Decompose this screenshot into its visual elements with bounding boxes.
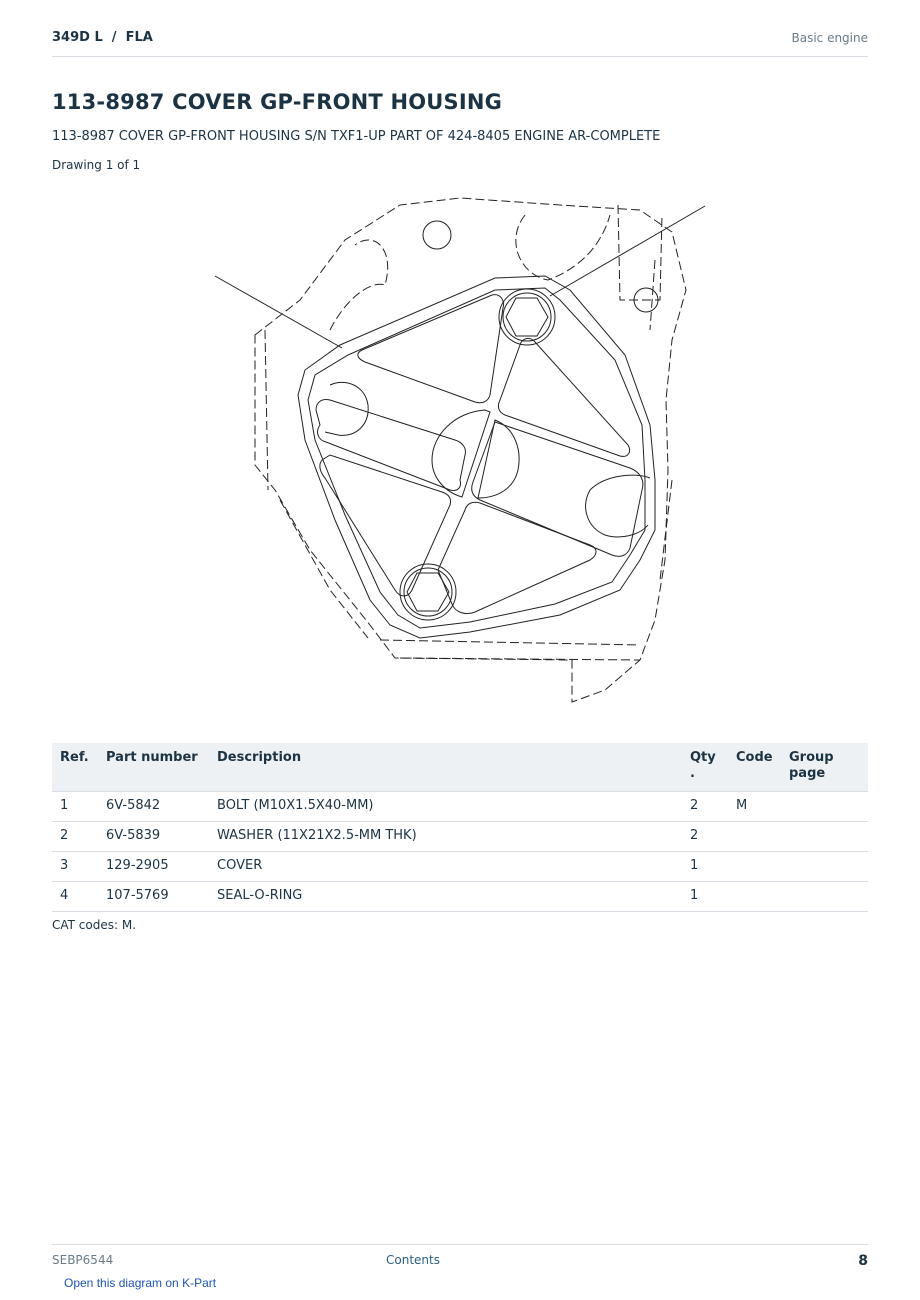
cell-part-number: 6V-5839 — [98, 822, 209, 852]
header-group-line2: page — [789, 766, 826, 781]
header-group-line1: Group — [789, 750, 834, 765]
leader-line — [550, 206, 705, 296]
page-footer — [52, 1244, 868, 1275]
header-qty-line2: . — [690, 766, 695, 781]
header-group-page — [781, 743, 868, 792]
bottom-dashed — [380, 640, 640, 660]
cell-part-number: 6V-5842 — [98, 792, 209, 822]
model-label: 349D L / FLA — [52, 30, 153, 45]
parts-diagram — [200, 190, 720, 710]
cell-qty: 2 — [682, 822, 728, 852]
table-header-row — [52, 743, 868, 792]
cell-qty: 1 — [682, 882, 728, 912]
left-cutout — [325, 382, 368, 435]
cell-qty: 2 — [682, 792, 728, 822]
cell-code: M — [728, 792, 781, 822]
inner-dashed-edge — [265, 330, 368, 638]
table-row — [52, 792, 868, 822]
cell-group-page — [781, 792, 868, 822]
cell-group-page — [781, 882, 868, 912]
table-row — [52, 882, 868, 912]
page-subtitle: 113-8987 COVER GP-FRONT HOUSING S/N TXF1-UP PART OF 424-8405 ENGINE AR-COMPLETE — [52, 129, 661, 144]
drawing-count: Drawing 1 of 1 — [52, 158, 141, 172]
header-ref: Ref. — [52, 743, 98, 792]
bolt-washer — [400, 564, 456, 620]
cell-description: BOLT (M10X1.5X40-MM) — [209, 792, 682, 822]
table-row — [52, 822, 868, 852]
cell-part-number: 107-5769 — [98, 882, 209, 912]
cat-codes-note: CAT codes: M. — [52, 918, 137, 932]
cell-code — [728, 822, 781, 852]
parts-table — [52, 743, 868, 912]
center-boss-right — [478, 420, 519, 498]
cell-code — [728, 882, 781, 912]
cover-inner-outline — [308, 288, 645, 628]
right-vertical-dashed — [650, 260, 672, 580]
cell-ref: 3 — [52, 852, 98, 882]
header-code: Code — [728, 743, 781, 792]
contents-link[interactable]: Contents — [386, 1253, 440, 1267]
right-cutout — [586, 475, 650, 537]
header-description: Description — [209, 743, 682, 792]
cell-group-page — [781, 852, 868, 882]
cell-part-number: 129-2905 — [98, 852, 209, 882]
pocket-lower-left — [320, 455, 451, 596]
page-title: 113-8987 COVER GP-FRONT HOUSING — [52, 90, 503, 114]
bolt-washer-inner — [503, 293, 551, 341]
cell-ref: 2 — [52, 822, 98, 852]
header-qty — [682, 743, 728, 792]
bolt-head — [407, 573, 449, 611]
cell-description: SEAL-O-RING — [209, 882, 682, 912]
page-header — [52, 28, 868, 57]
bolt-head — [506, 298, 548, 336]
cell-ref: 4 — [52, 882, 98, 912]
pocket-right — [472, 422, 643, 556]
upper-right-arc — [516, 215, 610, 280]
leader-line — [215, 276, 342, 348]
table-row — [52, 852, 868, 882]
housing-outline — [255, 198, 686, 702]
cell-code — [728, 852, 781, 882]
header-qty-line1: Qty — [690, 750, 716, 765]
cell-description: WASHER (11X21X2.5-MM THK) — [209, 822, 682, 852]
cover-outline — [298, 276, 655, 638]
bolt-washer — [499, 289, 555, 345]
pocket-upper-left — [358, 295, 504, 403]
document-id: SEBP6544 — [52, 1253, 114, 1267]
page-number: 8 — [858, 1253, 868, 1269]
upper-left-lobe — [330, 240, 388, 330]
cell-qty: 1 — [682, 852, 728, 882]
section-label: Basic engine — [791, 31, 868, 45]
cell-ref: 1 — [52, 792, 98, 822]
cell-group-page — [781, 822, 868, 852]
pocket-left — [316, 399, 465, 490]
pocket-upper-right — [498, 338, 629, 456]
cell-description: COVER — [209, 852, 682, 882]
header-part-number: Part number — [98, 743, 209, 792]
kpart-diagram-link[interactable]: Open this diagram on K-Part — [64, 1276, 217, 1290]
housing-hole — [423, 221, 451, 249]
